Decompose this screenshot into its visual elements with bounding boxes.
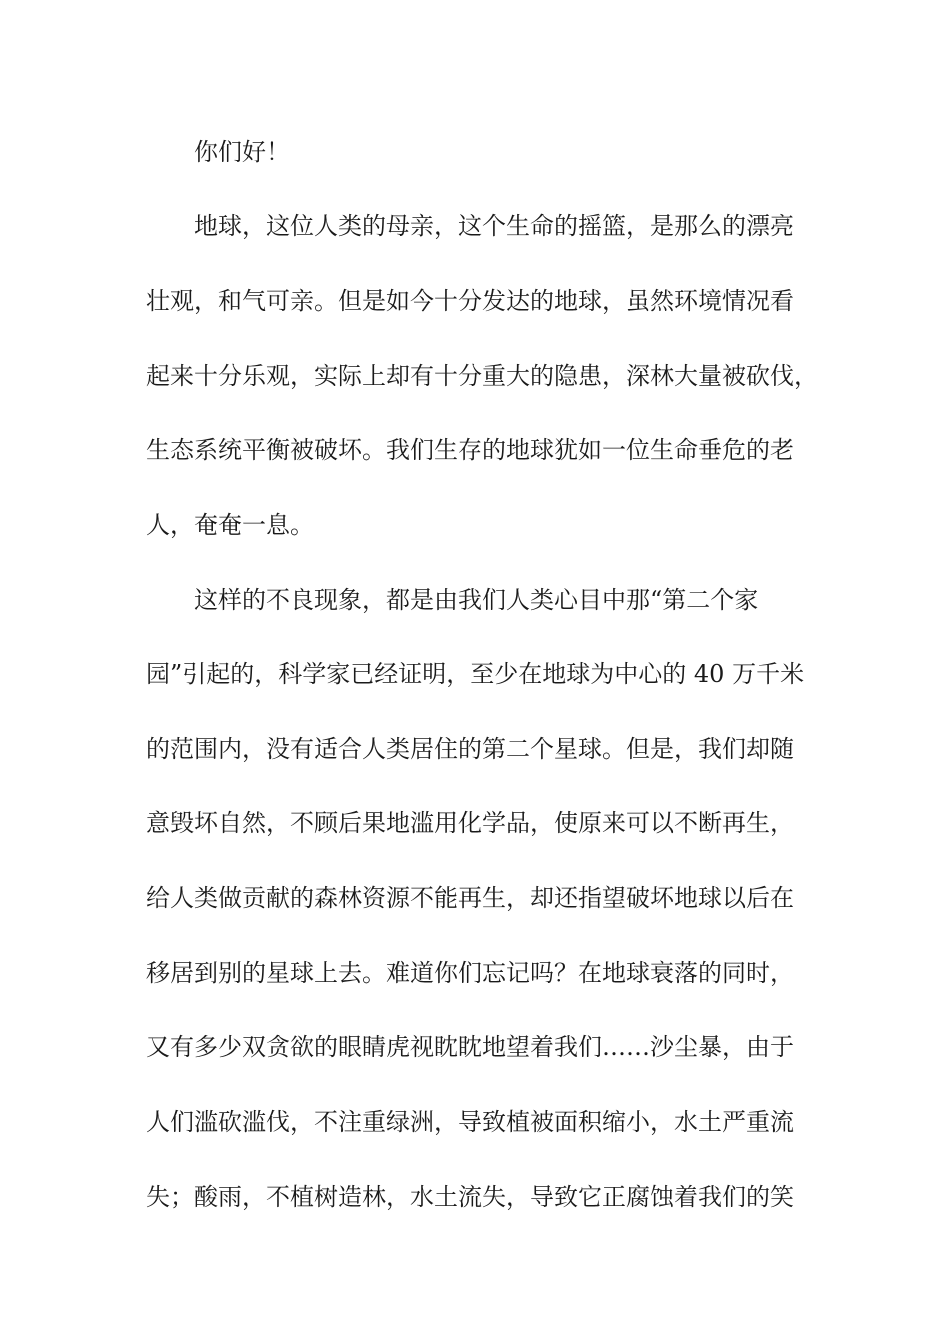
paragraph-2-line-4: 意毁坏自然，不顾后果地滥用化学品，使原来可以不断再生， [146, 809, 794, 837]
paragraph-2-line-6: 移居到别的星球上去。难道你们忘记吗？在地球衰落的同时， [146, 959, 794, 987]
paragraph-2-line-3: 的范围内，没有适合人类居住的第二个星球。但是，我们却随 [146, 735, 794, 763]
paragraph-2-line-1: 这样的不良现象，都是由我们人类心目中那“第二个家 [194, 586, 759, 614]
greeting-line: 你们好！ [194, 138, 290, 166]
paragraph-1-line-4: 生态系统平衡被破坏。我们生存的地球犹如一位生命垂危的老 [146, 436, 794, 464]
paragraph-1-line-5: 人，奄奄一息。 [146, 511, 314, 539]
paragraph-1-line-1: 地球，这位人类的母亲，这个生命的摇篮，是那么的漂亮 [194, 212, 794, 240]
paragraph-2-line-9: 失；酸雨，不植树造林，水土流失，导致它正腐蚀着我们的笑 [146, 1183, 794, 1211]
paragraph-2-line-2: 园”引起的，科学家已经证明，至少在地球为中心的 40 万千米 [146, 660, 805, 688]
paragraph-1-line-2: 壮观，和气可亲。但是如今十分发达的地球，虽然环境情况看 [146, 287, 794, 315]
paragraph-2-line-5: 给人类做贡献的森林资源不能再生，却还指望破坏地球以后在 [146, 884, 794, 912]
paragraph-1-line-3: 起来十分乐观，实际上却有十分重大的隐患，深林大量被砍伐， [146, 362, 818, 390]
paragraph-2-line-8: 人们滥砍滥伐，不注重绿洲，导致植被面积缩小，水土严重流 [146, 1108, 794, 1136]
paragraph-2-line-7: 又有多少双贪欲的眼睛虎视眈眈地望着我们……沙尘暴，由于 [146, 1033, 794, 1061]
